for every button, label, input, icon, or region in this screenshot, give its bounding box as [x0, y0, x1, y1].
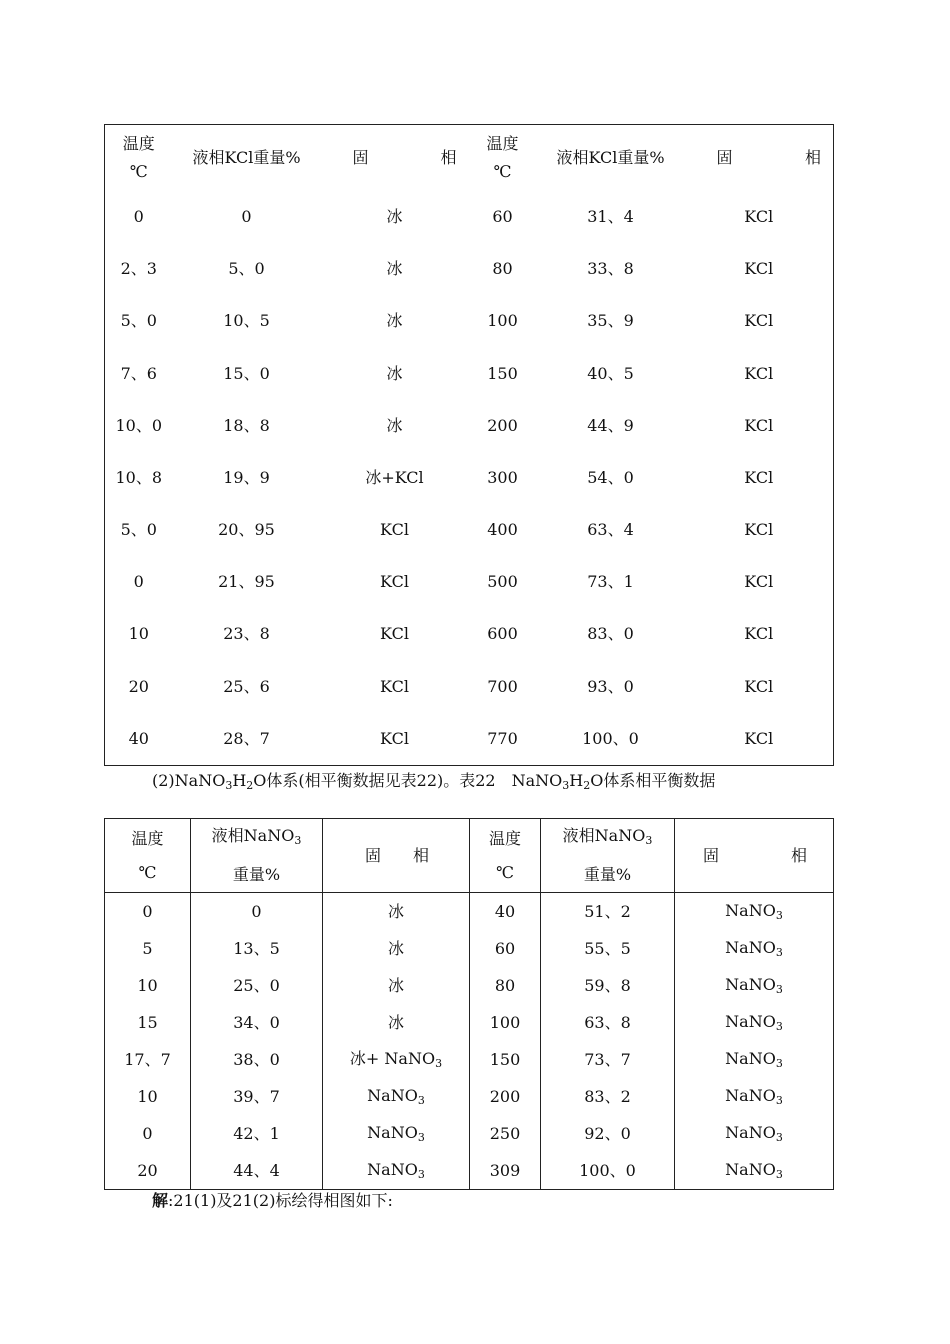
table-cell: 35、9 — [587, 311, 634, 331]
table-cell: 冰 — [386, 415, 403, 435]
table-cell: 40、5 — [587, 363, 634, 383]
table-row — [105, 1041, 834, 1078]
table-cell: 20 — [128, 676, 149, 696]
table-cell: 7、6 — [120, 363, 157, 383]
header-solid-phase: 固 相 — [352, 147, 457, 167]
table-row — [105, 1078, 834, 1115]
table-cell: 10、8 — [115, 467, 163, 487]
table-cell: NaNO$_3$ — [323, 1115, 470, 1152]
table-cell: 31、4 — [587, 206, 634, 226]
table-row — [105, 347, 834, 399]
table-cell: KCl — [744, 520, 774, 540]
table-cell: 34、0 — [191, 1004, 323, 1041]
table-cell: 60 — [470, 930, 541, 967]
table-cell: 770 — [487, 728, 518, 748]
header-temperature-2: 温度 ℃ — [486, 133, 519, 181]
table-cell: 60 — [492, 206, 513, 226]
table-cell: 55、5 — [541, 930, 675, 967]
table-row — [105, 1004, 834, 1041]
table-cell: 25、6 — [223, 676, 270, 696]
table-cell: KCl — [744, 415, 774, 435]
header-liquid-nano3-2: 液相NaNO$_3$ 重量% — [541, 819, 675, 893]
table-row — [105, 661, 834, 713]
header-solid-phase-2: 固 相 — [675, 819, 834, 893]
table-cell: 0 — [133, 206, 144, 226]
table-cell: 冰 — [386, 206, 403, 226]
header-temperature: 温度 ℃ — [122, 133, 155, 181]
table-cell: 0 — [241, 206, 252, 226]
table-cell: 冰 — [323, 893, 470, 931]
table-cell: 54、0 — [587, 467, 634, 487]
table-cell: 250 — [470, 1115, 541, 1152]
table22-caption: $(2)NaNO_3H_2O$体系(相平衡数据见表22)。表22 $NaNO_3H_2O$体系相平衡数据 — [152, 771, 716, 792]
table-row — [105, 893, 834, 931]
table-cell: 13、5 — [191, 930, 323, 967]
table-cell: 5、0 — [120, 520, 157, 540]
table-cell: 500 — [487, 572, 518, 592]
table-cell: 38、0 — [191, 1041, 323, 1078]
table-cell: 40 — [128, 728, 149, 748]
table-cell: 冰 — [323, 967, 470, 1004]
table-cell: 20、95 — [218, 520, 275, 540]
table-cell: 600 — [487, 624, 518, 644]
table-cell: 42、1 — [191, 1115, 323, 1152]
table-cell: 40 — [470, 893, 541, 931]
table-cell: 39、7 — [191, 1078, 323, 1115]
table-row — [105, 295, 834, 347]
table-cell: 59、8 — [541, 967, 675, 1004]
table-row — [105, 504, 834, 556]
table-cell: 300 — [487, 467, 518, 487]
table-cell: 5 — [105, 930, 191, 967]
table-cell: NaNO$_3$ — [675, 930, 834, 967]
table-row — [105, 930, 834, 967]
header-solid-phase-2: 固 相 — [716, 147, 821, 167]
table-cell: 63、8 — [541, 1004, 675, 1041]
table-cell: KCl — [744, 467, 774, 487]
table-cell: NaNO$_3$ — [675, 1004, 834, 1041]
table-cell: 73、7 — [541, 1041, 675, 1078]
table-cell: 0 — [133, 572, 144, 592]
table-cell: 冰 — [386, 259, 403, 279]
table-cell: 100 — [487, 311, 518, 331]
table-row — [105, 1152, 834, 1190]
table-cell: 冰+ NaNO$_3$ — [323, 1041, 470, 1078]
table-cell: KCl — [744, 676, 774, 696]
table-cell: NaNO$_3$ — [675, 1115, 834, 1152]
table-cell: 2、3 — [120, 259, 157, 279]
table-row — [105, 452, 834, 504]
table-cell: 700 — [487, 676, 518, 696]
table-cell: 200 — [487, 415, 518, 435]
table-cell: 0 — [105, 1115, 191, 1152]
table-cell: 200 — [470, 1078, 541, 1115]
nano3-phase-table — [104, 818, 834, 1190]
table-cell: 63、4 — [587, 520, 634, 540]
table-cell: 冰+KCl — [365, 467, 424, 487]
table-cell: 18、8 — [223, 415, 270, 435]
table-cell: KCl — [380, 676, 409, 696]
header-liquid-nano3: 液相NaNO$_3$ 重量% — [191, 819, 323, 893]
table-cell: NaNO$_3$ — [323, 1078, 470, 1115]
table-row — [105, 608, 834, 660]
table-cell: KCl — [744, 624, 774, 644]
table-cell: 309 — [470, 1152, 541, 1190]
table-cell: 83、0 — [587, 624, 634, 644]
table-cell: 21、95 — [218, 572, 275, 592]
table-cell: 17、7 — [105, 1041, 191, 1078]
table-cell: 10 — [128, 624, 149, 644]
table-row — [105, 400, 834, 452]
table-cell: 28、7 — [223, 728, 270, 748]
table-row — [105, 1115, 834, 1152]
table-cell: 44、9 — [587, 415, 634, 435]
table-cell: 5、0 — [228, 259, 265, 279]
table-cell: NaNO$_3$ — [675, 1078, 834, 1115]
header-liquid-kcl-2: 液相KCl重量% — [556, 147, 665, 167]
solution-line: 解:21(1)及21(2)标绘得相图如下: — [152, 1191, 393, 1210]
table-cell: 400 — [487, 520, 518, 540]
table-cell: 10、0 — [115, 415, 163, 435]
table-cell: 冰 — [323, 930, 470, 967]
table-cell: KCl — [744, 311, 774, 331]
table-row — [105, 967, 834, 1004]
table-cell: 10 — [105, 967, 191, 1004]
table-cell: 83、2 — [541, 1078, 675, 1115]
table-cell: 51、2 — [541, 893, 675, 931]
table-cell: NaNO$_3$ — [323, 1152, 470, 1190]
table-cell: 20 — [105, 1152, 191, 1190]
table-cell: 23、8 — [223, 624, 270, 644]
table-row — [105, 191, 834, 243]
table-cell: 73、1 — [587, 572, 634, 592]
table-header-row — [105, 125, 834, 191]
table-cell: 15、0 — [223, 363, 270, 383]
table-header-row — [105, 819, 834, 893]
table-row — [105, 556, 834, 608]
table-cell: 10、5 — [223, 311, 270, 331]
nano3-table-body — [105, 893, 834, 1190]
table-cell: 100、0 — [582, 728, 639, 748]
kcl-table-body — [105, 191, 834, 766]
table-cell: KCl — [380, 728, 409, 748]
table-cell: KCl — [380, 572, 409, 592]
table-cell: 150 — [470, 1041, 541, 1078]
table-cell: 44、4 — [191, 1152, 323, 1190]
table-cell: 0 — [105, 893, 191, 931]
header-liquid-kcl: 液相KCl重量% — [192, 147, 301, 167]
table-cell: KCl — [744, 259, 774, 279]
table-cell: 100、0 — [541, 1152, 675, 1190]
table-cell: 19、9 — [223, 467, 270, 487]
table-cell: 冰 — [386, 311, 403, 331]
table-cell: 33、8 — [587, 259, 634, 279]
table-cell: KCl — [744, 572, 774, 592]
table-cell: 5、0 — [120, 311, 157, 331]
header-temperature-2: 温度 ℃ — [470, 819, 541, 893]
table-cell: 冰 — [323, 1004, 470, 1041]
table-cell: 92、0 — [541, 1115, 675, 1152]
table-cell: 100 — [470, 1004, 541, 1041]
table-cell: 93、0 — [587, 676, 634, 696]
header-solid-phase: 固 相 — [323, 819, 470, 893]
table-cell: KCl — [380, 520, 409, 540]
table-cell: 150 — [487, 363, 518, 383]
table-cell: 冰 — [386, 363, 403, 383]
table-cell: NaNO$_3$ — [675, 1152, 834, 1190]
table-row — [105, 243, 834, 295]
table-row — [105, 713, 834, 766]
table-cell: KCl — [744, 728, 774, 748]
kcl-phase-table — [104, 124, 834, 766]
table-cell: 80 — [492, 259, 513, 279]
table-cell: 15 — [105, 1004, 191, 1041]
table-cell: KCl — [380, 624, 409, 644]
table-cell: NaNO$_3$ — [675, 1041, 834, 1078]
table-cell: 80 — [470, 967, 541, 1004]
header-temperature: 温度 ℃ — [105, 819, 191, 893]
table-cell: KCl — [744, 206, 774, 226]
table-cell: 0 — [191, 893, 323, 931]
table-cell: 25、0 — [191, 967, 323, 1004]
table-cell: 10 — [105, 1078, 191, 1115]
table-cell: NaNO$_3$ — [675, 893, 834, 931]
table-cell: KCl — [744, 363, 774, 383]
table-cell: NaNO$_3$ — [675, 967, 834, 1004]
